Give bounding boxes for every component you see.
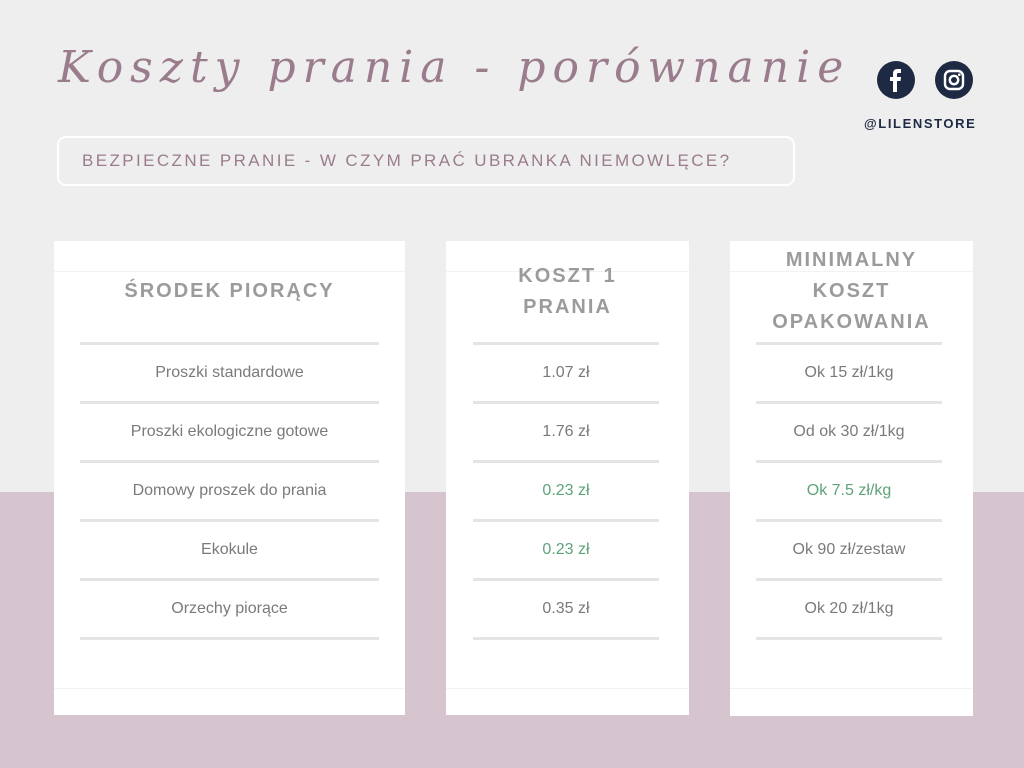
facebook-icon[interactable] [877, 61, 915, 99]
table-cell: Ekokule [201, 541, 258, 558]
row-divider [756, 637, 942, 640]
table-cell: Orzechy piorące [171, 600, 288, 617]
column-header [730, 241, 973, 342]
table-cell: Proszki ekologiczne gotowe [130, 423, 329, 440]
table-cell: Proszki standardowe [155, 364, 304, 381]
page-title: Koszty prania - porównanie [58, 42, 851, 93]
table-cell: 0.23 zł [542, 541, 590, 558]
column-header-line: ŚRODEK PIORĄCY [124, 280, 335, 302]
table-cell: 1.07 zł [542, 364, 590, 381]
table-cell: 1.76 zł [542, 423, 590, 440]
table-cell: 0.35 zł [542, 600, 590, 617]
table-cell: Ok 90 zł/zestaw [792, 541, 906, 558]
table-cell: Domowy proszek do prania [132, 482, 327, 499]
column-rows [80, 342, 379, 640]
table-cell: Ok 7.5 zł/kg [806, 482, 892, 499]
subtitle-text: BEZPIECZNE PRANIE - W CZYM PRAĆ UBRANKA NIEMOWLĘCE? [82, 151, 732, 170]
card-bottom-divider [54, 688, 405, 689]
social-handle: @LILENSTORE [864, 116, 977, 131]
row-divider [80, 637, 379, 640]
column-rows [756, 342, 942, 640]
card-bottom-divider [730, 688, 973, 689]
column-header-line: PRANIA [523, 295, 612, 318]
column-header [54, 241, 405, 342]
column-card-min-package-cost [730, 241, 973, 716]
card-bottom-divider [446, 688, 689, 689]
column-card-cleaning-agent [54, 241, 405, 715]
row-divider [473, 637, 659, 640]
column-header-line: MINIMALNY [785, 249, 918, 271]
column-header [446, 241, 689, 342]
table-cell: Ok 20 zł/1kg [804, 600, 894, 617]
table-cell: Od ok 30 zł/1kg [793, 423, 905, 440]
table-cell: Ok 15 zł/1kg [804, 364, 894, 381]
table-cell: 0.23 zł [542, 482, 590, 499]
column-rows [473, 342, 659, 640]
instagram-icon[interactable] [935, 61, 973, 99]
column-header-line: OPAKOWANIA [772, 311, 931, 333]
column-header-line: KOSZT 1 [518, 264, 617, 287]
column-header-line: KOSZT [812, 280, 891, 302]
subtitle-box [57, 136, 795, 186]
column-card-cost-per-wash [446, 241, 689, 715]
